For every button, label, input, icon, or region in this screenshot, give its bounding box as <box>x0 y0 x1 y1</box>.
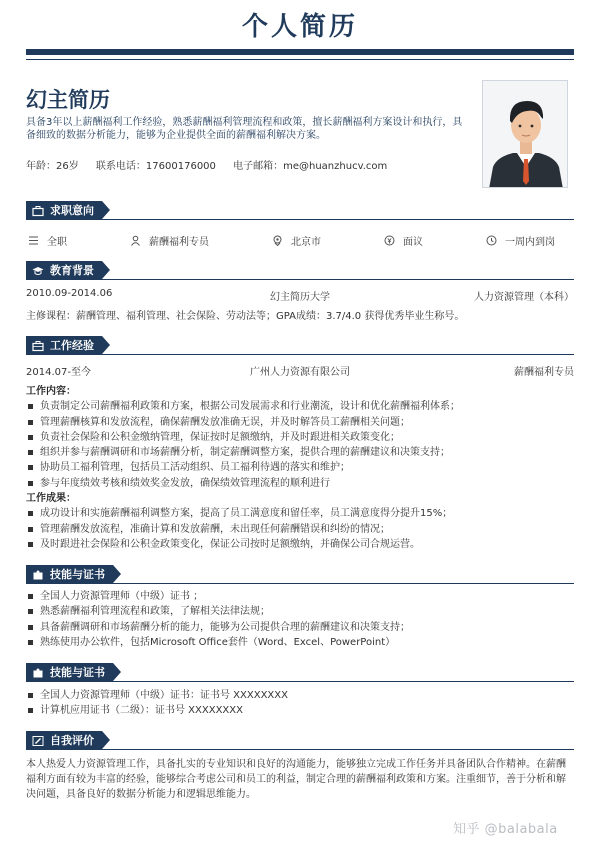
contact-info <box>26 157 401 172</box>
pencil-icon <box>32 735 44 747</box>
intent-type: 全职 <box>28 233 130 248</box>
section-intent-title: 求职意向 <box>50 204 94 217</box>
email-text: 电子邮箱：me@huanzhucv.com <box>233 161 388 172</box>
work-period: 2014.07-至今 <box>26 367 91 378</box>
page-title: 个人简历 <box>241 12 358 42</box>
intent-city: 北京市 <box>272 233 384 248</box>
money-icon <box>384 235 395 246</box>
graduation-cap-icon <box>32 265 44 277</box>
avatar-illustration <box>483 81 568 188</box>
phone-text: 联系电话：17600176000 <box>95 161 216 172</box>
list-item: 成功设计和实施薪酬福利调整方案，提高了员工满意度和留任率，员工满意度得分提升15%； <box>26 506 574 521</box>
list-item: 计算机应用证书（二级）：证书号 XXXXXXXX <box>26 703 574 718</box>
list-item: 管理薪酬核算和发放流程，确保薪酬发放准确无误，并及时解答员工薪酬相关问题； <box>26 415 574 430</box>
work-content-list <box>26 399 574 491</box>
list-item: 全国人力资源管理师（中级）证书 ； <box>26 589 574 604</box>
list-item: 组织并参与薪酬调研和市场薪酬分析，制定薪酬调整方案，提供合理的薪酬建议和决策支持； <box>26 445 574 460</box>
briefcase-icon <box>32 340 44 352</box>
section-skills-1-title: 技能与证书 <box>50 568 105 581</box>
section-work-title: 工作经验 <box>50 339 94 352</box>
briefcase-icon <box>32 205 44 217</box>
list-item: 管理薪酬发放流程，准确计算和发放薪酬，未出现任何薪酬错误和纠纷的情况； <box>26 522 574 537</box>
list-item: 熟练使用办公软件，包括Microsoft Office套件（Word、Excel、PowerPoint） <box>26 635 574 650</box>
list-item: 参与年度绩效考核和绩效奖金发放，确保绩效管理流程的顺利进行 <box>26 476 574 491</box>
section-skills-2-title: 技能与证书 <box>50 666 105 679</box>
work-content-label: 工作内容： <box>26 386 76 397</box>
skills-2-content <box>26 688 574 719</box>
section-intent <box>26 201 574 220</box>
work-result-label: 工作成果： <box>26 493 76 505</box>
skills-1-content <box>26 589 574 650</box>
list-item: 熟悉薪酬福利管理流程和政策，了解相关法律法规； <box>26 604 574 619</box>
profile-summary: 具备3年以上薪酬福利工作经验，熟悉薪酬福利管理流程和政策，擅长薪酬福利方案设计和执行，具备细致的数据分析能力，能够为企业提供全面的薪酬福利解决方案。 <box>26 117 463 141</box>
section-skills-1 <box>26 565 574 584</box>
section-self-title: 自我评价 <box>50 734 94 747</box>
puzzle-icon <box>32 569 44 581</box>
intent-position: 薪酬福利专员 <box>130 233 272 248</box>
list-item: 全国人力资源管理师（中级）证书：证书号 XXXXXXXX <box>26 688 574 703</box>
section-skills-2 <box>26 663 574 682</box>
list-item: 及时跟进社会保险和公积金政策变化，保证公司按时足额缴纳，并确保公司合规运营。 <box>26 537 574 552</box>
section-work <box>26 336 574 355</box>
work-result-list <box>26 506 574 552</box>
education-major: 人力资源管理（本科） <box>474 292 574 303</box>
list-icon <box>28 235 39 246</box>
intent-arrival: 一周内到岗 <box>486 233 555 248</box>
work-title: 薪酬福利专员 <box>514 367 574 378</box>
watermark: 知乎 @balabala <box>453 822 558 837</box>
profile-name: 幻主简历 <box>26 88 110 112</box>
title-rule-thin <box>26 59 574 60</box>
education-period: 2010.09-2014.06 <box>26 288 113 299</box>
section-education-title: 教育背景 <box>50 264 94 277</box>
puzzle-icon <box>32 667 44 679</box>
work-details <box>26 384 574 552</box>
list-item: 负责制定公司薪酬福利政策和方案，根据公司发展需求和行业潮流，设计和优化薪酬福利体系； <box>26 399 574 414</box>
location-icon <box>272 235 283 246</box>
self-evaluation: 本人热爱人力资源管理工作，具备扎实的专业知识和良好的沟通能力，能够独立完成工作任务并具备团队合作精神。在薪酬福利方面有较为丰富的经验，能够综合考虑公司和员工的利益，制定合理的薪酬福利政策和方案。注重细节，善于分析和解决问题，具备良好的数据分析能力和逻辑思维能力。 <box>26 759 566 800</box>
education-school: 幻主简历大学 <box>270 292 330 303</box>
age-text: 年龄：26岁 <box>26 161 79 172</box>
work-company: 广州人力资源有限公司 <box>250 367 350 378</box>
intent-row <box>28 233 574 248</box>
list-item: 具备薪酬调研和市场薪酬分析的能力，能够为公司提供合理的薪酬建议和决策支持； <box>26 620 574 635</box>
section-education <box>26 261 574 280</box>
education-courses: 主修课程：薪酬管理、福利管理、社会保险、劳动法等；GPA成绩：3.7/4.0 获得优秀毕业生称号。 <box>26 311 465 322</box>
list-item: 协助员工福利管理，包括员工活动组织、员工福利待遇的落实和维护； <box>26 460 574 475</box>
list-item: 负责社会保险和公积金缴纳管理，保证按时足额缴纳，并及时跟进相关政策变化； <box>26 430 574 445</box>
user-icon <box>130 235 141 246</box>
intent-salary: 面议 <box>384 233 486 248</box>
clock-icon <box>486 235 497 246</box>
section-self <box>26 731 574 750</box>
profile-photo <box>482 80 568 188</box>
title-rule-thick <box>26 49 574 55</box>
